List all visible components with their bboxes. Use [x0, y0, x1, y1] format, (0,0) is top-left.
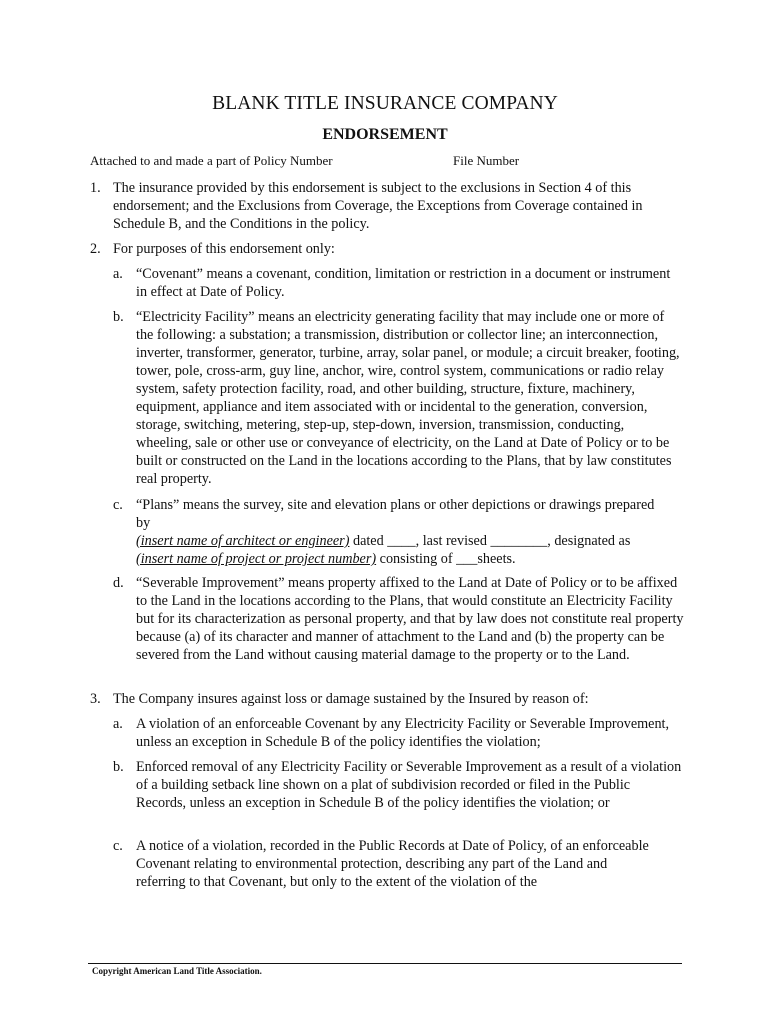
definition-c-letter: c. [113, 497, 123, 513]
coverage-b-letter: b. [113, 759, 124, 775]
section-1-text: The insurance provided by this endorsement is subject to the exclusions in Section 4 of this endorsement; and the Exclusions from Coverage, the Exceptions from Coverage contained in Schedule B, and the Conditions in the policy. [113, 180, 643, 232]
coverage-a-letter: a. [113, 716, 123, 732]
section-3-text: The Company insures against loss or damage sustained by the Insured by reason of: [113, 691, 589, 707]
definition-electricity-facility: “Electricity Facility” means an electricity generating facility that may include one or more of the following: a substation; a transmission, distribution or collector line; an interconnection, inverter, transformer, generator, turbine, array, solar panel, or module; a circuit breaker, footing, tower, pole, cross-arm, guy line, anchor, wire, control system, communications or radio relay system, safety protection facility, road, and other building, structure, fixture, machinery, equipment, appliance and item associated with or incidental to the generation, conversion, storage, switching, metering, step-up, step-down, inversion, transmission, conducting, wheeling, sale or other use or conveyance of electricity, on the Land at Date of Policy or to be built or constructed on the Land in the locations according to the Plans, that by law constitutes real property. [136, 309, 680, 487]
coverage-c-text: A notice of a violation, recorded in the Public Records at Date of Policy, of an enforceable Covenant relating to environmental protection, describing any part of the Land and referring to that Covenant, but only to the extent of the violation of the [136, 838, 649, 890]
policy-number-label: Attached to and made a part of Policy Number [90, 153, 333, 168]
plans-line-project [136, 550, 666, 568]
coverage-b-text: Enforced removal of any Electricity Facility or Severable Improvement as a result of a violation of a building setback line shown on a plat of subdivision recorded or filed in the Public Records, unless an exception in Schedule B of the policy identifies the violation; or [136, 759, 682, 811]
plans-sheets-text: consisting of ___sheets. [376, 551, 516, 567]
section-2-number: 2. [90, 241, 101, 257]
definition-covenant: “Covenant” means a covenant, condition, limitation or restriction in a document or instrument in effect at Date of Policy. [136, 266, 671, 300]
endorsement-heading: ENDORSEMENT [322, 126, 448, 143]
plans-dated-text: dated ____, last revised ________, designated as [349, 533, 631, 549]
plans-line-architect [136, 532, 666, 550]
file-number-label: File Number [453, 153, 520, 168]
coverage-c-letter: c. [113, 838, 123, 854]
section-2-text: For purposes of this endorsement only: [113, 241, 335, 257]
section-1-number: 1. [90, 180, 101, 196]
project-placeholder: (insert name of project or project number) [136, 551, 377, 567]
footer-divider [88, 963, 682, 964]
definition-b-letter: b. [113, 309, 124, 325]
plans-intro: “Plans” means the survey, site and elevation plans or other depictions or drawings prepared by [136, 497, 655, 531]
section-3-number: 3. [90, 691, 101, 707]
definition-a-letter: a. [113, 266, 123, 282]
definition-severable-improvement: “Severable Improvement” means property affixed to the Land at Date of Policy or to be affixed to the Land in the locations according to the Plans, that would constitute an Electricity Facility but for its characterization as personal property, and that by law does not constitute real property because (a) of its character and manner of attachment to the Land and (b) the property can be severed from the Land without causing material damage to the property or to the Land. [136, 575, 684, 663]
coverage-a-text: A violation of an enforceable Covenant by any Electricity Facility or Severable Improvement, unless an exception in Schedule B of the policy identifies the violation; [136, 716, 670, 750]
company-title: BLANK TITLE INSURANCE COMPANY [212, 93, 558, 114]
architect-placeholder: (insert name of architect or engineer) [136, 533, 350, 549]
definition-plans [136, 496, 666, 568]
copyright-notice: Copyright American Land Title Association. [92, 966, 262, 976]
definition-d-letter: d. [113, 575, 124, 591]
